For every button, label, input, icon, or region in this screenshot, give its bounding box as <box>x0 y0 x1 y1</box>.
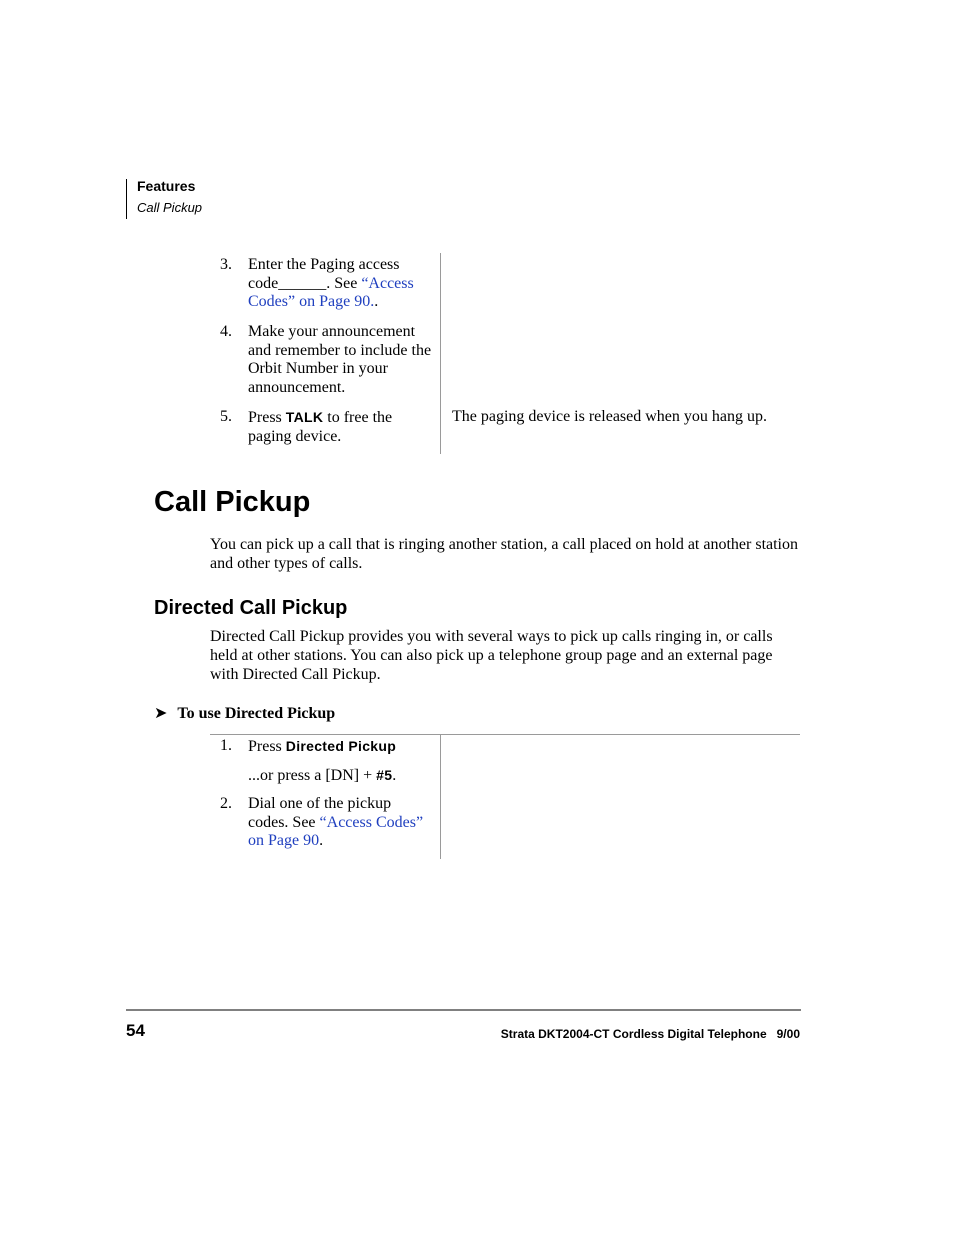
procedure-table-divider <box>440 734 441 859</box>
page-number: 54 <box>126 1021 145 1040</box>
procedure-table-top-rule <box>210 734 800 735</box>
header-rule <box>126 179 127 219</box>
step-text-end: . <box>319 832 324 850</box>
subsection-title: Directed Call Pickup <box>154 597 348 619</box>
footer-rule <box>126 1009 801 1011</box>
paging-table-divider <box>440 253 441 454</box>
footer-title: Strata DKT2004-CT Cordless Digital Telephone 9/00 <box>500 1027 800 1041</box>
step-number: 5. <box>220 408 232 425</box>
step-alt-text: ...or press a [DN] + <box>248 766 377 784</box>
procedure-title: To use Directed Pickup <box>177 705 336 722</box>
paging-step-5-result: The paging device is released when you hang up. <box>452 408 768 425</box>
step-text: Dial one of the pickup codes. See <box>248 795 392 831</box>
step-text: Press <box>248 409 286 426</box>
step-number: 4. <box>220 323 232 340</box>
step-text-end: to free the paging device. <box>248 409 393 445</box>
step-text: Press <box>248 738 286 755</box>
directed-pickup-key: Directed Pickup <box>285 738 397 754</box>
step-number: 1. <box>220 737 232 754</box>
section-title: Call Pickup <box>154 486 311 518</box>
header-section: Features <box>137 178 196 194</box>
subsection-body: Directed Call Pickup provides you with several ways to pick up calls ringing in, or calls held at other stations. You can also pick up a telephone group page and an external page with Directed Call Pickup. <box>210 628 773 683</box>
step-text-end: . <box>374 293 379 311</box>
step-alt-end: . <box>392 766 397 784</box>
step-text: Enter the Paging access code______. See <box>248 256 400 292</box>
step-number: 2. <box>220 795 232 812</box>
pound-5-key: #5 <box>376 766 393 783</box>
pickup-step-2 <box>220 795 440 855</box>
paging-step-5 <box>220 408 440 448</box>
access-codes-link[interactable]: “Access Codes” on Page 90. <box>248 274 414 311</box>
step-text: Make your announcement and remember to include the Orbit Number in your announcement. <box>248 323 432 397</box>
arrow-icon: ➤ <box>154 703 168 722</box>
procedure-heading <box>154 703 335 723</box>
step-number: 3. <box>220 256 232 273</box>
header-subsection: Call Pickup <box>137 200 203 215</box>
pickup-step-1 <box>220 737 440 787</box>
talk-key: TALK <box>285 409 324 425</box>
access-codes-link[interactable]: “Access Codes” on Page 90 <box>248 813 424 850</box>
section-intro: You can pick up a call that is ringing another station, a call placed on hold at another station and other types of calls. <box>210 536 798 572</box>
paging-step-4 <box>220 323 440 401</box>
paging-step-3 <box>220 256 440 316</box>
